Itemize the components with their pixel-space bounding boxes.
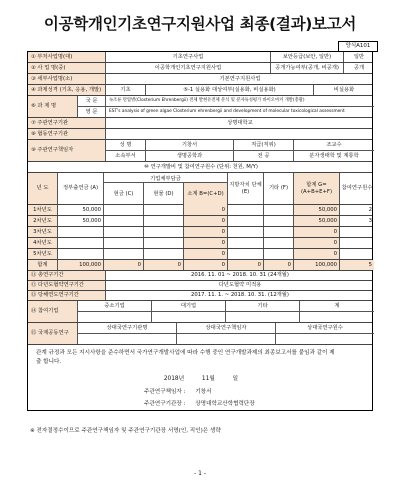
budget-cell-inkind	[144, 249, 184, 259]
pi-major-label: 전 공	[234, 151, 294, 162]
pi-dept-value: 생명공학과	[146, 151, 234, 162]
budget-cell-year: 3차년도	[28, 227, 58, 237]
row-detail	[28, 74, 372, 85]
budget-cell-inkind	[144, 205, 184, 215]
budget-cell-sub: 0	[184, 238, 228, 248]
page-number: - 1 -	[194, 470, 206, 477]
project-name-label: ⑥ 과 제 명	[28, 96, 78, 117]
dept-label: ① 부처사업명(대)	[28, 52, 106, 62]
budget-row	[28, 205, 372, 216]
budget-cell-inkind	[144, 238, 184, 248]
signature-head-label: 주관연구기관장 :	[144, 401, 186, 407]
pi-title-value: 조교수	[326, 141, 342, 148]
pi-dept-label: 소속부서	[106, 151, 146, 162]
row-pi	[28, 140, 372, 162]
row-participants	[28, 301, 372, 323]
budget-cell-cash	[104, 249, 144, 259]
col-gov: 정부출연금 (A)	[58, 173, 104, 204]
signature-head-value: 상명대학교산학협력단장	[195, 401, 255, 407]
row-program	[28, 63, 372, 74]
budget-cell-total: 0	[294, 238, 340, 248]
row-dept	[28, 52, 372, 63]
row-joint	[28, 323, 372, 345]
kr-title: 녹조류 탄압별(Closterium Ehrenbergii) 전체 발현유전체 분석 및 분자독성평가 바이오마커 개발(총괄)	[109, 97, 305, 103]
pi-name-value: 기창서	[146, 140, 234, 150]
participants-label: ⑭ 참여기업	[28, 301, 78, 322]
program-label: ② 사 업 명(중)	[28, 63, 106, 73]
participants-large-value	[152, 312, 226, 323]
project-type-label: ④ 과제성격 (기초, 응용, 개발)	[28, 85, 106, 95]
budget-cell-people: 3	[368, 217, 372, 224]
budget-cell-people: 2	[368, 206, 372, 213]
budget-cell-local	[228, 238, 264, 248]
open-label: 공개가능여부(공개, 비공개)	[271, 63, 344, 73]
row-budget-header	[28, 162, 372, 173]
tech-label: ⑤-1 실용화 대상여부(실용화, 비실용화)	[146, 85, 314, 95]
security-value: 일반	[353, 53, 365, 60]
budget-row	[28, 227, 372, 238]
col-subtotal: 소계 B=(C+D)	[184, 183, 228, 205]
joint-pi-header: 상대국연구책임자	[177, 323, 276, 333]
budget-cell-gov: 100,000	[58, 260, 104, 270]
joint-label: ⑮ 국제공동연구	[28, 323, 78, 344]
col-year: 년 도	[28, 173, 58, 204]
budget-cell-gov	[58, 238, 104, 248]
declaration-text: 관계 규정과 모든 지시사항을 준수하면서 국가연구개발사업에 따라 수행 중인 연구개발과제의 최종보고서를 붙임과 같이 제출 합니다.	[36, 350, 335, 365]
pi-label: ⑨ 주관연구책임자	[28, 140, 106, 161]
budget-cell-etc	[264, 216, 294, 226]
date-year: 2018년	[163, 376, 185, 382]
participants-sum-header: 계	[334, 302, 340, 309]
budget-cell-etc	[264, 227, 294, 237]
signature-pi-label: 주관연구책임자 :	[144, 389, 186, 395]
participants-sum-value	[300, 312, 374, 323]
budget-cell-year: 5차년도	[28, 249, 58, 259]
budget-header: ⑩ 연구개발비 및 참여연구원수 (단위: 천원, M/Y)	[144, 163, 258, 170]
row-multi-period	[28, 281, 372, 291]
budget-cell-gov: 50,000	[58, 216, 104, 226]
project-type-value: 기초	[106, 85, 146, 95]
participants-sme-value	[78, 312, 152, 323]
date-day: 일	[232, 376, 239, 382]
joint-inst-value	[78, 334, 177, 345]
col-local: 지방자치 단체 (E)	[228, 173, 264, 204]
declaration-area	[28, 345, 374, 411]
budget-cell-gov	[58, 227, 104, 237]
budget-cell-total: 50,000	[294, 216, 340, 226]
pi-name-label: 성 명	[106, 140, 146, 150]
row-coop	[28, 129, 372, 140]
participants-etc-header: 기타	[226, 301, 300, 311]
budget-cell-people	[340, 249, 374, 259]
budget-cell-year: 합계	[28, 260, 58, 270]
dept-value: 기초연구사업	[106, 52, 271, 62]
budget-cell-year: 1차년도	[28, 205, 58, 215]
row-project-name	[28, 96, 372, 118]
open-value: 공개	[353, 64, 365, 71]
program-value: 이공학개인기초연구지원사업	[106, 63, 271, 73]
footnote: ※ 전자결정수이므로 주관연구책임자 및 주관연구기관장 서명(인, 직인)은 생략	[30, 428, 221, 434]
budget-cell-sub: 0	[184, 260, 228, 270]
host-label: ⑦ 주관연구기관	[28, 118, 106, 128]
col-etc: 기타 (F)	[264, 173, 294, 204]
row-current-period	[28, 291, 372, 301]
budget-cell-cash	[104, 227, 144, 237]
report-title: 이공학개인기초연구지원사업 최종(결과)보고서	[43, 15, 357, 33]
budget-cell-cash	[104, 216, 144, 226]
participants-sme-header: 중소기업	[78, 301, 152, 311]
budget-cell-inkind	[144, 227, 184, 237]
budget-cell-total: 50,000	[294, 205, 340, 215]
row-project-type	[28, 85, 372, 96]
en-title: EST's analysis of green algae Closterium ehrenbergii and development of molecular toxicological assessment	[109, 109, 345, 115]
col-inkind: 현물 (D)	[144, 183, 184, 205]
kr-label: 국 문	[78, 96, 106, 106]
budget-cell-local	[228, 205, 264, 215]
security-label: 보안등급(보안, 일반)	[271, 52, 344, 62]
budget-cell-etc	[264, 249, 294, 259]
budget-cell-cash	[104, 205, 144, 215]
budget-row	[28, 249, 372, 260]
col-people: 참여연구원수	[341, 185, 373, 192]
budget-cell-local: 0	[228, 260, 264, 270]
budget-cell-sub: 0	[184, 216, 228, 226]
budget-cell-local	[228, 227, 264, 237]
budget-columns	[28, 173, 372, 205]
budget-sum-row	[28, 260, 372, 271]
joint-inst-header: 상대국연구기관명	[78, 323, 177, 333]
budget-cell-cash	[104, 238, 144, 248]
pi-title-label: 직급(직위)	[234, 140, 294, 150]
total-period-value: 2016. 11. 01 ~ 2018. 10. 31 (24개월)	[191, 272, 289, 279]
budget-cell-people	[340, 238, 374, 248]
budget-cell-people	[340, 227, 374, 237]
col-cash: 현금 (C)	[104, 183, 144, 205]
report-form	[27, 51, 373, 411]
budget-cell-inkind	[144, 216, 184, 226]
budget-cell-local	[228, 216, 264, 226]
budget-cell-sub: 0	[184, 227, 228, 237]
host-value: 상명대학교	[227, 119, 253, 126]
budget-cell-local	[228, 249, 264, 259]
budget-cell-gov	[58, 249, 104, 259]
form-number: 양식A101	[338, 41, 378, 52]
pi-major-value: 분자생태학 및 계통학	[309, 153, 359, 160]
joint-count-value	[276, 334, 374, 345]
budget-cell-gov: 50,000	[58, 205, 104, 215]
budget-cell-total: 100,000	[294, 260, 340, 270]
budget-row	[28, 238, 372, 249]
col-total: 합계 G=(A+B+E+F)	[294, 173, 340, 204]
coop-value	[106, 129, 374, 139]
multi-period-value: 다년도협약 미적용	[218, 282, 262, 289]
budget-cell-year: 4차년도	[28, 238, 58, 248]
budget-row	[28, 216, 372, 227]
row-host	[28, 118, 372, 129]
budget-cell-total: 0	[294, 249, 340, 259]
budget-cell-people: 5	[340, 260, 374, 270]
budget-cell-total: 0	[294, 227, 340, 237]
budget-cell-etc: 0	[264, 260, 294, 270]
signature-head	[144, 399, 255, 407]
budget-cell-sub: 0	[184, 249, 228, 259]
date-month: 11월	[201, 376, 215, 382]
current-period-value: 2017. 11. 1. ~ 2018. 10. 31. (12개월)	[191, 292, 289, 299]
row-total-period	[28, 271, 372, 281]
submission-date	[28, 373, 374, 382]
joint-pi-value	[177, 334, 276, 345]
detail-label: ③ 세부사업명(소)	[28, 74, 106, 84]
total-period-label: ⑪ 총연구기간	[28, 271, 106, 280]
budget-cell-year: 2차년도	[28, 216, 58, 226]
tech-value: 비실용화	[333, 86, 355, 93]
budget-cell-etc	[264, 238, 294, 248]
participants-large-header: 대기업	[152, 301, 226, 311]
signature-pi-value: 기창서	[195, 389, 212, 395]
budget-cell-etc	[264, 205, 294, 215]
coop-label: ⑧ 협동연구기관	[28, 129, 106, 139]
col-private-group: 기업체부담금	[104, 173, 228, 183]
budget-cell-inkind: 0	[144, 260, 184, 270]
budget-cell-sub: 0	[184, 205, 228, 215]
budget-cell-cash: 0	[104, 260, 144, 270]
multi-period-label: ⑫ 다년도협약연구기간	[28, 281, 106, 290]
current-period-label: ⑬ 당해연도연구기간	[28, 291, 106, 300]
signature-pi	[144, 387, 212, 395]
detail-value: 기본연구지원사업	[219, 75, 261, 82]
participants-etc-value	[226, 312, 300, 323]
en-label: 영 문	[78, 107, 106, 118]
joint-count-header: 상대국연구원수	[307, 324, 343, 331]
